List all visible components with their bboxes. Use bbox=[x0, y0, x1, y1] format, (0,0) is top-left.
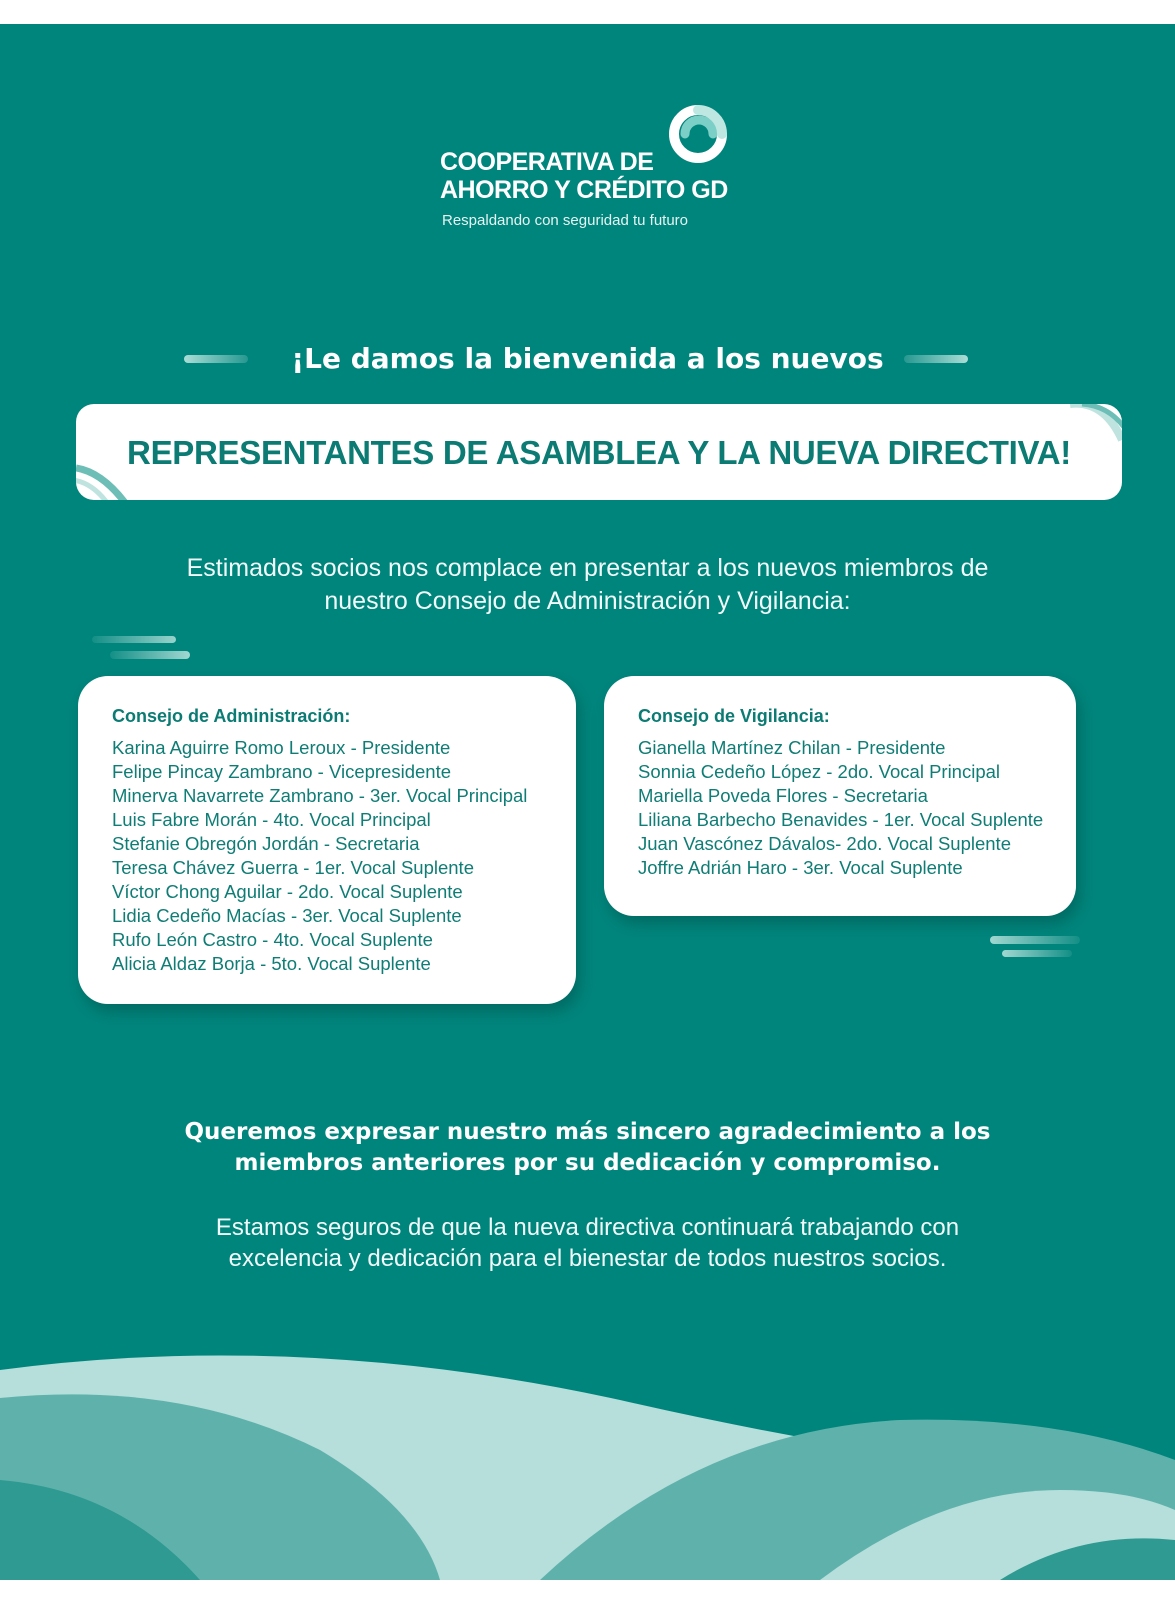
title-banner bbox=[76, 404, 1122, 500]
brand-name-line1: COOPERATIVA DE bbox=[440, 148, 654, 176]
thanks-paragraph bbox=[0, 1117, 1175, 1179]
list-item: Alicia Aldaz Borja - 5to. Vocal Suplente bbox=[112, 953, 431, 974]
brand-name-line2: AHORRO Y CRÉDITO GD bbox=[440, 176, 728, 204]
oversight-council-list bbox=[638, 736, 1043, 880]
poster bbox=[0, 24, 1175, 1580]
intro-line: nuestro Consejo de Administración y Vigilancia: bbox=[324, 587, 851, 615]
brand-tagline: Respaldando con seguridad tu futuro bbox=[442, 212, 689, 229]
list-item: Rufo León Castro - 4to. Vocal Suplente bbox=[112, 929, 433, 950]
list-item: Gianella Martínez Chilan - Presidente bbox=[638, 737, 946, 758]
list-item: Luis Fabre Morán - 4to. Vocal Principal bbox=[112, 809, 431, 830]
decorative-line bbox=[110, 651, 190, 659]
list-item: Víctor Chong Aguilar - 2do. Vocal Suplente bbox=[112, 881, 463, 902]
decorative-line bbox=[990, 936, 1080, 944]
welcome-heading: ¡Le damos la bienvenida a los nuevos bbox=[291, 342, 884, 375]
list-item: Lidia Cedeño Macías - 3er. Vocal Suplente bbox=[112, 905, 462, 926]
oversight-council-title: Consejo de Vigilancia: bbox=[638, 706, 830, 726]
admin-council-title: Consejo de Administración: bbox=[112, 706, 351, 726]
oversight-council-card bbox=[604, 676, 1076, 916]
list-item: Joffre Adrián Haro - 3er. Vocal Suplente bbox=[638, 857, 963, 878]
list-item: Liliana Barbecho Benavides - 1er. Vocal Suplente bbox=[638, 809, 1044, 830]
logo-swirl-icon bbox=[665, 104, 731, 170]
list-item: Mariella Poveda Flores - Secretaria bbox=[638, 785, 928, 806]
list-item: Stefanie Obregón Jordán - Secretaria bbox=[112, 833, 420, 854]
list-item: Minerva Navarrete Zambrano - 3er. Vocal Principal bbox=[112, 785, 528, 806]
admin-council-card bbox=[78, 676, 576, 1004]
intro-line: Estimados socios nos complace en presentar a los nuevos miembros de bbox=[186, 554, 989, 582]
list-item: Karina Aguirre Romo Leroux - Presidente bbox=[112, 737, 451, 758]
list-item: Felipe Pincay Zambrano - Vicepresidente bbox=[112, 761, 451, 782]
thanks-line: miembros anteriores por su dedicación y compromiso. bbox=[234, 1150, 941, 1176]
decorative-line bbox=[1002, 950, 1072, 957]
thanks-line: Queremos expresar nuestro más sincero agradecimiento a los bbox=[184, 1119, 991, 1145]
list-item: Juan Vascónez Dávalos- 2do. Vocal Suplente bbox=[638, 833, 1011, 854]
intro-paragraph bbox=[0, 552, 1175, 618]
closing-paragraph bbox=[0, 1212, 1175, 1274]
decorative-waves bbox=[0, 1340, 1175, 1580]
decorative-line bbox=[92, 636, 176, 643]
admin-council-list bbox=[112, 736, 527, 976]
closing-line: excelencia y dedicación para el bienestar de todos nuestros socios. bbox=[228, 1245, 947, 1272]
closing-line: Estamos seguros de que la nueva directiva continuará trabajando con bbox=[215, 1214, 960, 1241]
cooperative-logo bbox=[440, 104, 750, 244]
list-item: Sonnia Cedeño López - 2do. Vocal Principal bbox=[638, 761, 1001, 782]
list-item: Teresa Chávez Guerra - 1er. Vocal Suplente bbox=[112, 857, 474, 878]
banner-title: REPRESENTANTES DE ASAMBLEA Y LA NUEVA DIRECTIVA! bbox=[127, 434, 1071, 471]
